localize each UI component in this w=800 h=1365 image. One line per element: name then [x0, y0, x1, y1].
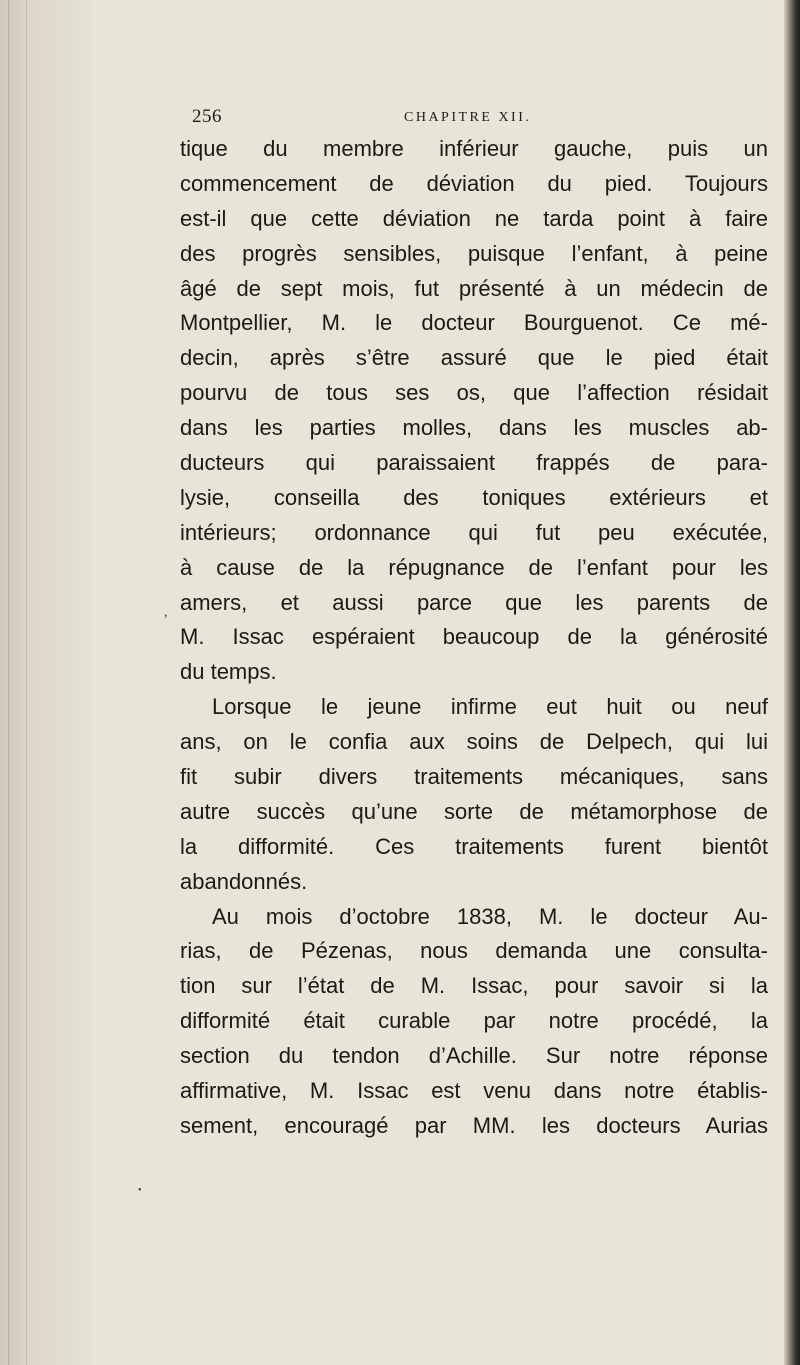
text-line: affirmative, M. Issac est venu dans notre établis- — [180, 1078, 768, 1104]
text-line: Montpellier, M. le docteur Bourguenot. Ce mé- — [180, 310, 768, 336]
text-line: pourvu de tous ses os, que l’affection résidait — [180, 380, 768, 406]
scan-left-margin — [0, 0, 90, 1365]
text-line: fit subir divers traitements mécaniques, sans — [180, 764, 768, 790]
text-line: est-il que cette déviation ne tarda point à faire — [180, 205, 768, 231]
margin-mark: , — [164, 605, 168, 620]
text-line: difformité était curable par notre procédé, la — [180, 1008, 768, 1034]
ink-speck-icon: • — [138, 1185, 142, 1196]
text-line: commencement de déviation du pied. Toujours — [180, 170, 768, 196]
running-head — [180, 98, 768, 128]
text-line: section du tendon d’Achille. Sur notre réponse — [180, 1043, 768, 1069]
scan-right-edge — [784, 0, 800, 1365]
text-line: ans, on le confia aux soins de Delpech, qui lui — [180, 729, 768, 755]
book-page — [180, 98, 768, 1144]
text-line: rias, de Pézenas, nous demanda une consulta- — [180, 938, 768, 964]
chapter-title: CHAPITRE XII. — [404, 110, 532, 125]
text-line: dans les parties molles, dans les muscles ab- — [180, 415, 768, 441]
text-line: à cause de la répugnance de l’enfant pour les — [180, 554, 768, 580]
text-line: ducteurs qui paraissaient frappés de para- — [180, 450, 768, 476]
text-line: des progrès sensibles, puisque l’enfant, à peine — [180, 240, 768, 266]
text-line: amers, et aussi parce que les parents de — [180, 589, 768, 615]
text-line: intérieurs; ordonnance qui fut peu exécutée, — [180, 519, 768, 545]
page-number: 256 — [192, 106, 222, 127]
text-line: lysie, conseilla des toniques extérieurs et — [180, 484, 768, 510]
text-line: M. Issac espéraient beaucoup de la générosité — [180, 624, 768, 650]
text-line: Au mois d’octobre 1838, M. le docteur Au- — [212, 903, 768, 929]
text-line: tique du membre inférieur gauche, puis un — [180, 136, 768, 161]
text-line: la difformité. Ces traitements furent bientôt — [180, 833, 768, 859]
text-line: autre succès qu’une sorte de métamorphose de — [180, 798, 768, 824]
text-line: âgé de sept mois, fut présenté à un médecin de — [180, 275, 768, 301]
text-line: Lorsque le jeune infirme eut huit ou neuf — [212, 694, 768, 720]
text-line: decin, après s’être assuré que le pied était — [180, 345, 768, 371]
body-text — [180, 132, 768, 1144]
text-line: tion sur l’état de M. Issac, pour savoir si la — [180, 973, 768, 999]
text-line: du temps. — [180, 659, 277, 685]
text-line: abandonnés. — [180, 868, 308, 894]
text-line: sement, encouragé par MM. les docteurs Aurias — [180, 1112, 768, 1138]
